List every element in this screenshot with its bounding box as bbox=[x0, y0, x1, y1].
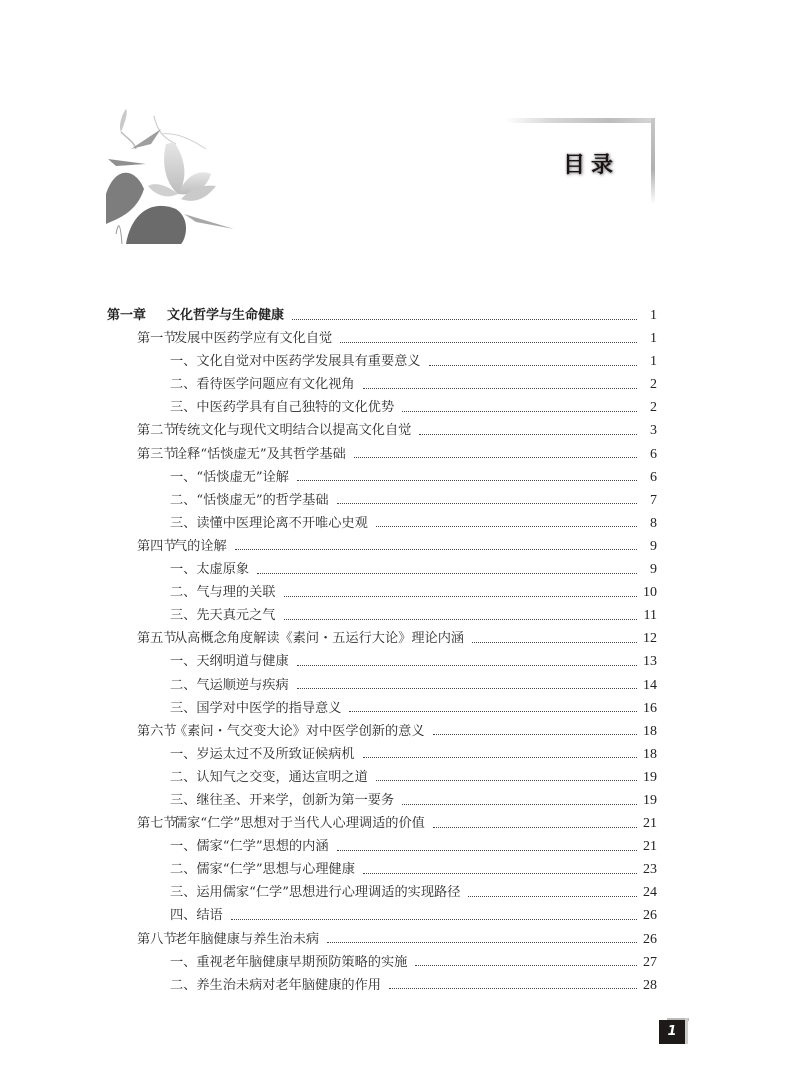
toc-entry-title: 认知气之交变，通达宣明之道 bbox=[196, 769, 368, 785]
toc-section-entry[interactable] bbox=[107, 928, 657, 951]
toc-subsection-entry[interactable] bbox=[107, 835, 657, 858]
toc-entry-title: 《素问・气交变大论》对中医学创新的意义 bbox=[174, 723, 425, 739]
toc-entry-title: 中医药学具有自己独特的文化优势 bbox=[196, 400, 395, 416]
toc-chapter-entry[interactable] bbox=[107, 304, 657, 327]
toc-section-entry[interactable] bbox=[107, 627, 657, 650]
toc-page-number: 28 bbox=[643, 977, 657, 993]
toc-subsection-entry[interactable] bbox=[107, 604, 657, 627]
toc-page-number: 19 bbox=[643, 792, 657, 808]
dot-leader bbox=[297, 664, 637, 666]
dot-leader bbox=[349, 710, 637, 712]
toc-entry-number: 一、 bbox=[170, 839, 197, 855]
toc-entry-title: 国学对中医学的指导意义 bbox=[196, 700, 342, 716]
toc-entry-title: 传统文化与现代文明结合以提高文化自觉 bbox=[174, 423, 412, 439]
dot-leader bbox=[402, 410, 637, 412]
toc-page-number: 6 bbox=[650, 469, 657, 485]
toc-page-number: 7 bbox=[650, 492, 657, 508]
toc-entry-number: 一、 bbox=[170, 954, 197, 970]
toc-entry-number: 三、 bbox=[170, 792, 197, 808]
toc-subsection-entry[interactable] bbox=[107, 466, 657, 489]
toc-entry-number: 第六节 bbox=[137, 723, 177, 739]
toc-subsection-entry[interactable] bbox=[107, 350, 657, 373]
toc-entry-number: 第四节 bbox=[137, 538, 177, 554]
table-of-contents bbox=[107, 304, 657, 997]
dot-leader bbox=[376, 779, 637, 781]
toc-page-number: 18 bbox=[643, 746, 657, 762]
toc-entry-number: 二、 bbox=[170, 862, 197, 878]
toc-subsection-entry[interactable] bbox=[107, 789, 657, 812]
toc-page-number: 21 bbox=[643, 816, 657, 832]
toc-page-number: 13 bbox=[643, 654, 657, 670]
toc-entry-number: 一、 bbox=[170, 746, 197, 762]
toc-entry-number: 第七节 bbox=[137, 816, 177, 832]
toc-entry-title: 气与理的关联 bbox=[196, 585, 276, 601]
toc-entry-number: 第二节 bbox=[137, 423, 177, 439]
toc-entry-number: 第一节 bbox=[137, 331, 177, 347]
toc-entry-title: 从高概念角度解读《素问・五运行大论》理论内涵 bbox=[174, 631, 465, 647]
toc-subsection-entry[interactable] bbox=[107, 904, 657, 927]
dot-leader bbox=[472, 641, 637, 643]
toc-entry-title: 读懂中医理论离不开唯心史观 bbox=[196, 515, 368, 531]
lotus-illustration bbox=[106, 104, 236, 244]
toc-entry-number: 二、 bbox=[170, 677, 197, 693]
toc-page-number: 12 bbox=[643, 631, 657, 647]
toc-entry-number: 二、 bbox=[170, 492, 197, 508]
dot-leader bbox=[468, 895, 637, 897]
dot-leader bbox=[354, 456, 637, 458]
toc-page-number: 9 bbox=[650, 538, 657, 554]
toc-page-number: 3 bbox=[650, 423, 657, 439]
toc-section-entry[interactable] bbox=[107, 812, 657, 835]
toc-page-number: 18 bbox=[643, 723, 657, 739]
toc-subsection-entry[interactable] bbox=[107, 581, 657, 604]
frame-top-border bbox=[505, 118, 655, 123]
dot-leader bbox=[235, 548, 637, 550]
lotus-flower-icon bbox=[106, 104, 236, 244]
toc-entry-title: “恬惔虚无”诠解 bbox=[196, 469, 289, 485]
toc-subsection-entry[interactable] bbox=[107, 396, 657, 419]
toc-entry-title: 结语 bbox=[196, 908, 223, 924]
toc-entry-title: 气运顺逆与疾病 bbox=[196, 677, 289, 693]
toc-page-number: 9 bbox=[650, 562, 657, 578]
toc-entry-title: 发展中医药学应有文化自觉 bbox=[174, 331, 333, 347]
toc-page-number: 1 bbox=[650, 331, 657, 347]
dot-leader bbox=[433, 733, 637, 735]
toc-subsection-entry[interactable] bbox=[107, 697, 657, 720]
toc-entry-number: 二、 bbox=[170, 977, 197, 993]
frame-right-border bbox=[651, 118, 655, 204]
toc-entry-number: 三、 bbox=[170, 608, 197, 624]
page-number-badge bbox=[657, 1018, 687, 1044]
toc-page-number: 6 bbox=[650, 446, 657, 462]
toc-section-entry[interactable] bbox=[107, 720, 657, 743]
toc-entry-title: “恬惔虚无”的哲学基础 bbox=[196, 492, 329, 508]
toc-entry-title: 气的诠解 bbox=[174, 538, 227, 554]
toc-page-number: 10 bbox=[643, 585, 657, 601]
toc-page-number: 2 bbox=[650, 400, 657, 416]
dot-leader bbox=[389, 987, 637, 989]
toc-entry-number: 二、 bbox=[170, 585, 197, 601]
toc-entry-title: 儒家“仁学”思想与心理健康 bbox=[196, 862, 355, 878]
toc-subsection-entry[interactable] bbox=[107, 974, 657, 997]
dot-leader bbox=[327, 941, 637, 943]
dot-leader bbox=[292, 318, 637, 320]
badge-shadow-right bbox=[685, 1018, 688, 1044]
toc-entry-title: 先天真元之气 bbox=[196, 608, 276, 624]
toc-entry-number: 一、 bbox=[170, 654, 197, 670]
dot-leader bbox=[297, 687, 637, 689]
toc-subsection-entry[interactable] bbox=[107, 373, 657, 396]
toc-entry-number: 三、 bbox=[170, 700, 197, 716]
toc-page-number: 19 bbox=[643, 769, 657, 785]
toc-entry-number: 二、 bbox=[170, 769, 197, 785]
toc-page-number: 2 bbox=[650, 377, 657, 393]
dot-leader bbox=[297, 479, 637, 481]
toc-entry-number: 第三节 bbox=[137, 446, 177, 462]
toc-subsection-entry[interactable] bbox=[107, 674, 657, 697]
toc-entry-number: 第八节 bbox=[137, 931, 177, 947]
dot-leader bbox=[363, 872, 637, 874]
toc-entry-title: 文化哲学与生命健康 bbox=[167, 308, 285, 323]
toc-entry-title: 文化自觉对中医药学发展具有重要意义 bbox=[196, 354, 421, 370]
toc-page-number: 26 bbox=[643, 931, 657, 947]
dot-leader bbox=[415, 964, 637, 966]
dot-leader bbox=[231, 918, 637, 920]
dot-leader bbox=[340, 341, 637, 343]
toc-page-number: 16 bbox=[643, 700, 657, 716]
toc-page-number: 26 bbox=[643, 908, 657, 924]
toc-entry-number: 一、 bbox=[170, 354, 197, 370]
toc-page-number: 21 bbox=[643, 839, 657, 855]
toc-entry-title: 太虚原象 bbox=[196, 562, 250, 578]
toc-subsection-entry[interactable] bbox=[107, 881, 657, 904]
toc-page-number: 8 bbox=[650, 515, 657, 531]
toc-entry-title: 儒家“仁学”思想对于当代人心理调适的价值 bbox=[174, 816, 425, 832]
dot-leader bbox=[363, 387, 637, 389]
toc-subsection-entry[interactable] bbox=[107, 743, 657, 766]
toc-page-number: 23 bbox=[643, 862, 657, 878]
dot-leader bbox=[337, 849, 637, 851]
dot-leader bbox=[419, 433, 637, 435]
toc-entry-title: 天纲明道与健康 bbox=[196, 654, 289, 670]
dot-leader bbox=[402, 803, 637, 805]
toc-subsection-entry[interactable] bbox=[107, 951, 657, 974]
dot-leader bbox=[257, 572, 637, 574]
dot-leader bbox=[284, 595, 638, 597]
toc-subsection-entry[interactable] bbox=[107, 489, 657, 512]
page-title: 目录 bbox=[563, 153, 620, 178]
dot-leader bbox=[376, 525, 637, 527]
toc-entry-title: 看待医学问题应有文化视角 bbox=[196, 377, 355, 393]
toc-section-entry[interactable] bbox=[107, 419, 657, 442]
toc-entry-number: 三、 bbox=[170, 400, 197, 416]
toc-entry-number: 四、 bbox=[170, 908, 197, 924]
toc-page-number: 11 bbox=[643, 608, 657, 624]
toc-section-entry[interactable] bbox=[107, 327, 657, 350]
toc-page-number: 27 bbox=[643, 954, 657, 970]
dot-leader bbox=[363, 756, 637, 758]
toc-entry-number: 一、 bbox=[170, 562, 197, 578]
toc-subsection-entry[interactable] bbox=[107, 858, 657, 881]
toc-subsection-entry[interactable] bbox=[107, 766, 657, 789]
toc-entry-number: 第五节 bbox=[137, 631, 177, 647]
page-number: 1 bbox=[659, 1020, 685, 1044]
toc-entry-number: 一、 bbox=[170, 469, 197, 485]
toc-page-number: 14 bbox=[643, 677, 657, 693]
dot-leader bbox=[433, 826, 637, 828]
toc-page-number: 1 bbox=[650, 308, 657, 323]
toc-entry-title: 岁运太过不及所致证候病机 bbox=[196, 746, 355, 762]
toc-entry-title: 重视老年脑健康早期预防策略的实施 bbox=[196, 954, 408, 970]
toc-page-number: 1 bbox=[650, 354, 657, 370]
toc-section-entry[interactable] bbox=[107, 535, 657, 558]
toc-entry-number: 三、 bbox=[170, 885, 197, 901]
toc-entry-title: 儒家“仁学”思想的内涵 bbox=[196, 839, 329, 855]
toc-subsection-entry[interactable] bbox=[107, 650, 657, 673]
toc-entry-title: 运用儒家“仁学”思想进行心理调适的实现路径 bbox=[196, 885, 461, 901]
toc-entry-title: 养生治未病对老年脑健康的作用 bbox=[196, 977, 381, 993]
toc-section-entry[interactable] bbox=[107, 443, 657, 466]
toc-entry-number: 二、 bbox=[170, 377, 197, 393]
dot-leader bbox=[337, 502, 637, 504]
toc-subsection-entry[interactable] bbox=[107, 558, 657, 581]
toc-entry-title: 老年脑健康与养生治未病 bbox=[174, 931, 320, 947]
dot-leader bbox=[284, 618, 638, 620]
toc-page-number: 24 bbox=[643, 885, 657, 901]
toc-entry-number: 三、 bbox=[170, 515, 197, 531]
toc-entry-number: 第一章 bbox=[107, 308, 147, 323]
toc-entry-title: 诠释“恬惔虚无”及其哲学基础 bbox=[174, 446, 346, 462]
toc-subsection-entry[interactable] bbox=[107, 512, 657, 535]
toc-entry-title: 继往圣、开来学，创新为第一要务 bbox=[196, 792, 395, 808]
dot-leader bbox=[429, 364, 637, 366]
